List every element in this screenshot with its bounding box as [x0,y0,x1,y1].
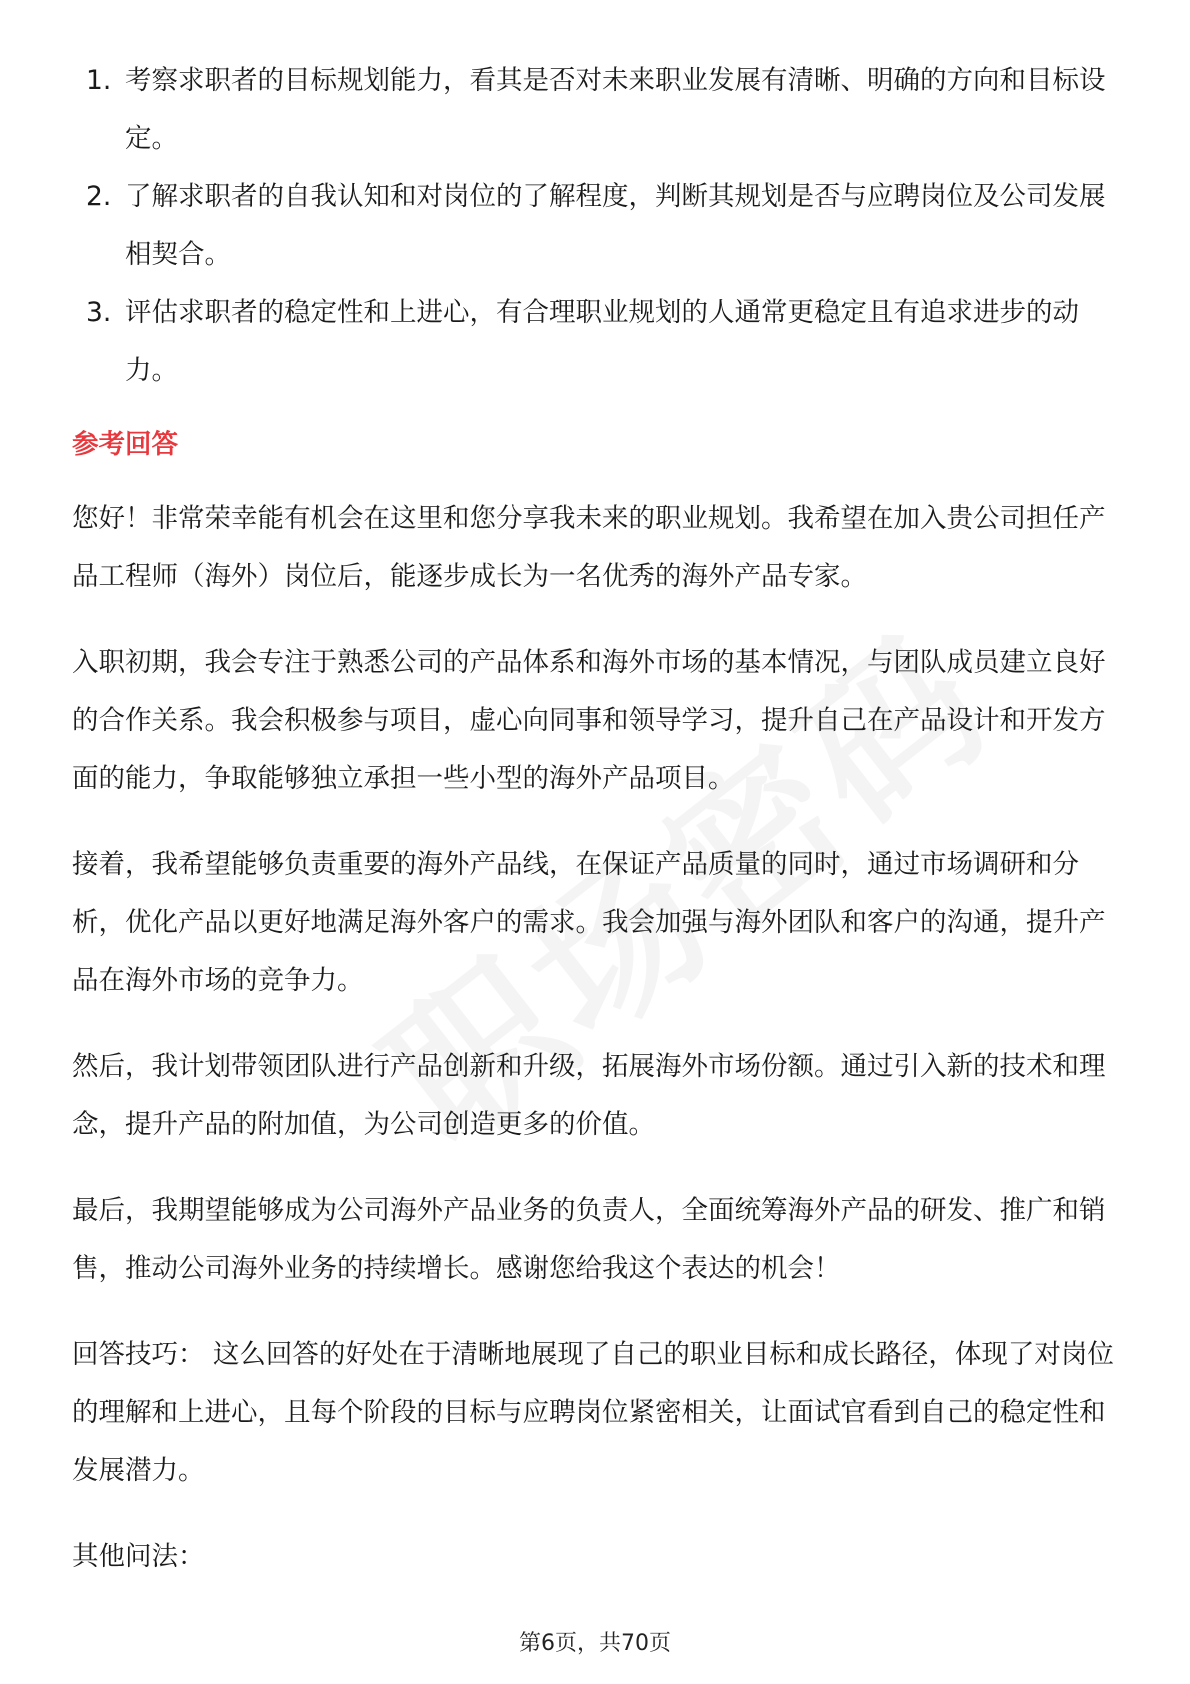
tips-paragraph: 回答技巧： 这么回答的好处在于清晰地展现了自己的职业目标和成长路径，体现了对岗位的理解和上进心，且每个阶段的目标与应聘岗位紧密相关，让面试官看到自己的稳定性和发展潜力。 [72,1339,1114,1486]
list-item-text: 评估求职者的稳定性和上进心，有合理职业规划的人通常更稳定且有追求进步的动力。 [125,297,1079,386]
list-item [72,168,1122,284]
list-item [72,284,1122,400]
document-body [72,52,1122,1586]
list-number: 3. [86,297,112,328]
answer-paragraph: 最后，我期望能够成为公司海外产品业务的负责人，全面统筹海外产品的研发、推广和销售，推动公司海外业务的持续增长。感谢您给我这个表达的机会！ [72,1195,1106,1284]
other-questions-label: 其他问法： [72,1541,205,1572]
answer-paragraph: 然后，我计划带领团队进行产品创新和升级，拓展海外市场份额。通过引入新的技术和理念，提升产品的附加值，为公司创造更多的价值。 [72,1051,1106,1140]
list-number: 1. [86,65,112,96]
list-number: 2. [86,181,112,212]
list-item-text: 考察求职者的目标规划能力，看其是否对未来职业发展有清晰、明确的方向和目标设定。 [125,65,1106,154]
list-item-text: 了解求职者的自我认知和对岗位的了解程度，判断其规划是否与应聘岗位及公司发展相契合。 [125,181,1106,270]
purpose-list [72,52,1122,400]
answer-paragraph: 接着，我希望能够负责重要的海外产品线，在保证产品质量的同时，通过市场调研和分析，优化产品以更好地满足海外客户的需求。我会加强与海外团队和客户的沟通，提升产品在海外市场的竞争力。 [72,849,1106,996]
page-footer: 第6页，共70页 [519,1631,671,1656]
section-heading: 参考回答 [72,429,178,460]
answer-paragraph: 您好！非常荣幸能有机会在这里和您分享我未来的职业规划。我希望在加入贵公司担任产品工程师（海外）岗位后，能逐步成长为一名优秀的海外产品专家。 [72,503,1106,592]
list-item [72,52,1122,168]
answer-paragraph: 入职初期，我会专注于熟悉公司的产品体系和海外市场的基本情况，与团队成员建立良好的合作关系。我会积极参与项目，虚心向同事和领导学习，提升自己在产品设计和开发方面的能力，争取能够独立承担一些小型的海外产品项目。 [72,647,1106,794]
